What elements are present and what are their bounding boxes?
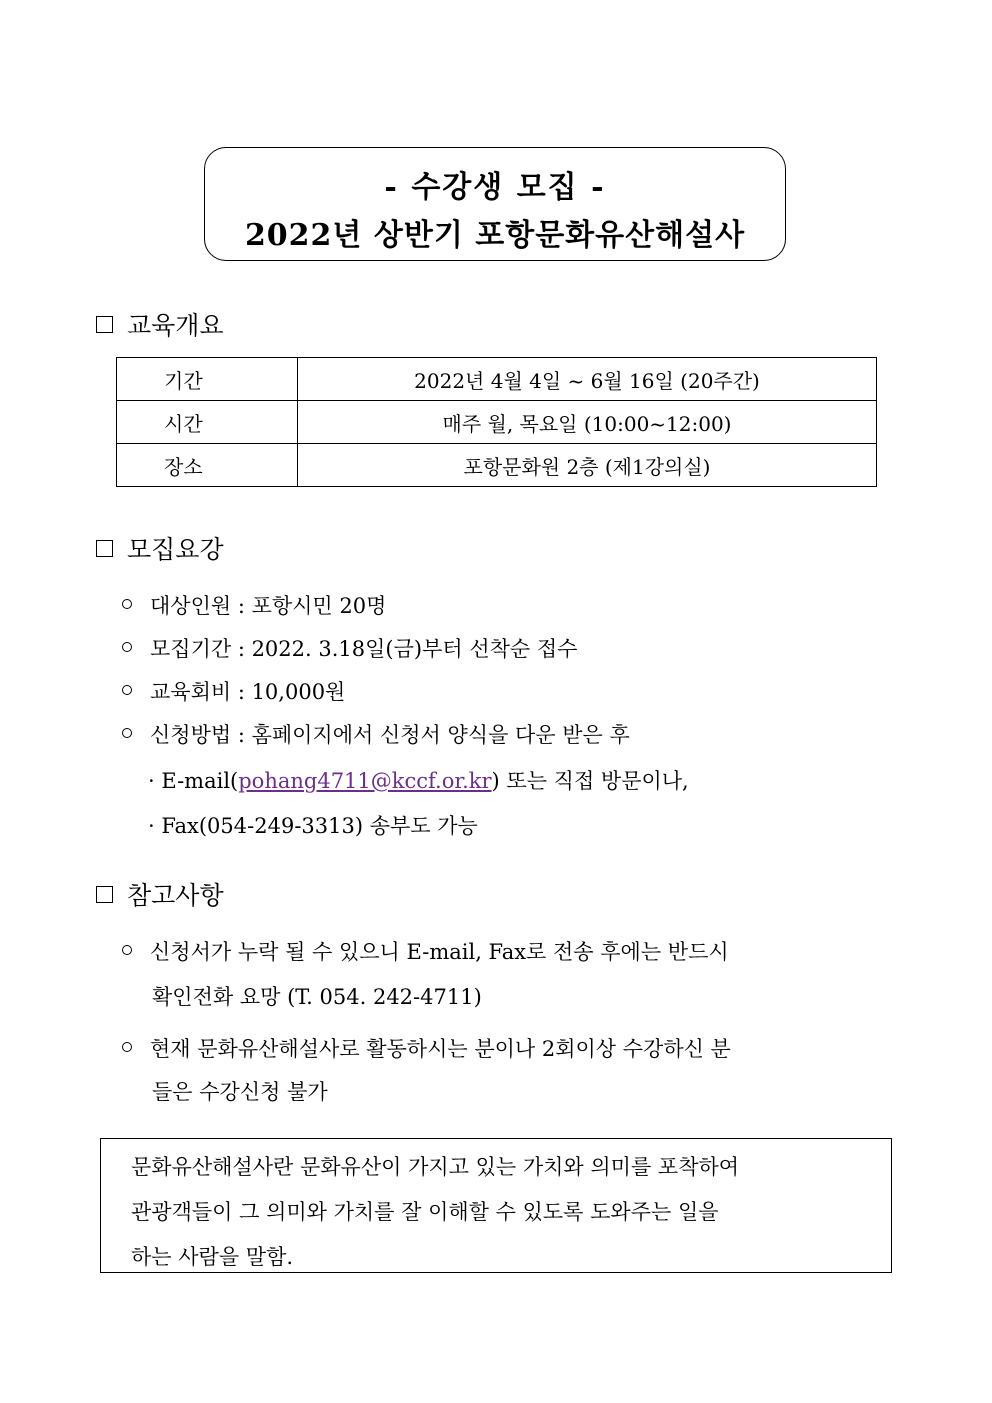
email-suffix: ) 또는 직접 방문이나, — [491, 769, 689, 793]
list-item-method — [122, 719, 630, 749]
section-heading-overview — [96, 306, 224, 342]
section-heading-recruitment — [96, 530, 224, 566]
fax-line: · Fax(054-249-3313) 송부도 가능 — [148, 814, 478, 838]
list-item-fee — [122, 676, 345, 706]
section-title: 참고사항 — [127, 881, 224, 910]
place-label: 장소 — [164, 454, 203, 479]
overview-table — [116, 357, 877, 487]
table-cell-label — [117, 401, 298, 444]
title-line-2: 2022년 상반기 포항문화유산해설사 — [244, 218, 746, 253]
definition-line-1: 문화유산해설사란 문화유산이 가지고 있는 가치와 의미를 포착하여 — [131, 1155, 740, 1179]
table-row — [117, 401, 877, 444]
list-item-target — [122, 590, 386, 620]
note-item-1 — [122, 936, 729, 966]
checkbox-icon — [96, 540, 113, 557]
circle-bullet-icon — [122, 945, 132, 955]
list-item-text: 대상인원 : 포항시민 20명 — [150, 594, 387, 618]
circle-bullet-icon — [122, 685, 132, 695]
list-item-text: 신청서가 누락 될 수 있으니 E-mail, Fax로 전송 후에는 반드시 — [150, 940, 729, 964]
time-label: 시간 — [164, 411, 203, 436]
time-value: 매주 월, 목요일 (10:00~12:00) — [298, 401, 877, 444]
place-value: 포항문화원 2층 (제1강의실) — [298, 444, 877, 487]
period-value: 2022년 4월 4일 ~ 6월 16일 (20주간) — [298, 358, 877, 401]
circle-bullet-icon — [122, 642, 132, 652]
list-item-text: 신청방법 : 홈페이지에서 신청서 양식을 다운 받은 후 — [150, 723, 630, 747]
note-item-2 — [122, 1033, 731, 1063]
definition-line-2: 관광객들이 그 의미와 가치를 잘 이해할 수 있도록 도와주는 일을 — [131, 1200, 719, 1224]
email-prefix: · E-mail( — [148, 769, 239, 793]
table-cell-label — [117, 444, 298, 487]
circle-bullet-icon — [122, 1042, 132, 1052]
title-line-1: - 수강생 모집 - — [384, 170, 606, 205]
email-link[interactable]: pohang4711@kccf.or.kr — [238, 769, 492, 793]
section-heading-notes — [96, 876, 224, 912]
checkbox-icon — [96, 886, 113, 903]
list-item-text: 현재 문화유산해설사로 활동하시는 분이나 2회이상 수강하신 분 — [150, 1037, 731, 1061]
section-title: 교육개요 — [127, 311, 224, 340]
list-item-text: 교육회비 : 10,000원 — [150, 680, 346, 704]
note-2-line-2: 들은 수강신청 불가 — [152, 1080, 328, 1104]
title-box — [204, 147, 786, 261]
list-item-text: 모집기간 : 2022. 3.18일(금)부터 선착순 접수 — [150, 637, 578, 661]
table-cell-label — [117, 358, 298, 401]
circle-bullet-icon — [122, 599, 132, 609]
section-title: 모집요강 — [127, 535, 224, 564]
checkbox-icon — [96, 316, 113, 333]
list-item-period — [122, 633, 577, 663]
period-label: 기간 — [164, 368, 203, 393]
note-1-line-2: 확인전화 요망 (T. 054. 242-4711) — [152, 985, 482, 1009]
definition-line-3: 하는 사람을 말함. — [131, 1245, 294, 1269]
table-row — [117, 444, 877, 487]
email-line — [148, 765, 689, 795]
circle-bullet-icon — [122, 728, 132, 738]
definition-box — [100, 1138, 892, 1273]
table-row — [117, 358, 877, 401]
